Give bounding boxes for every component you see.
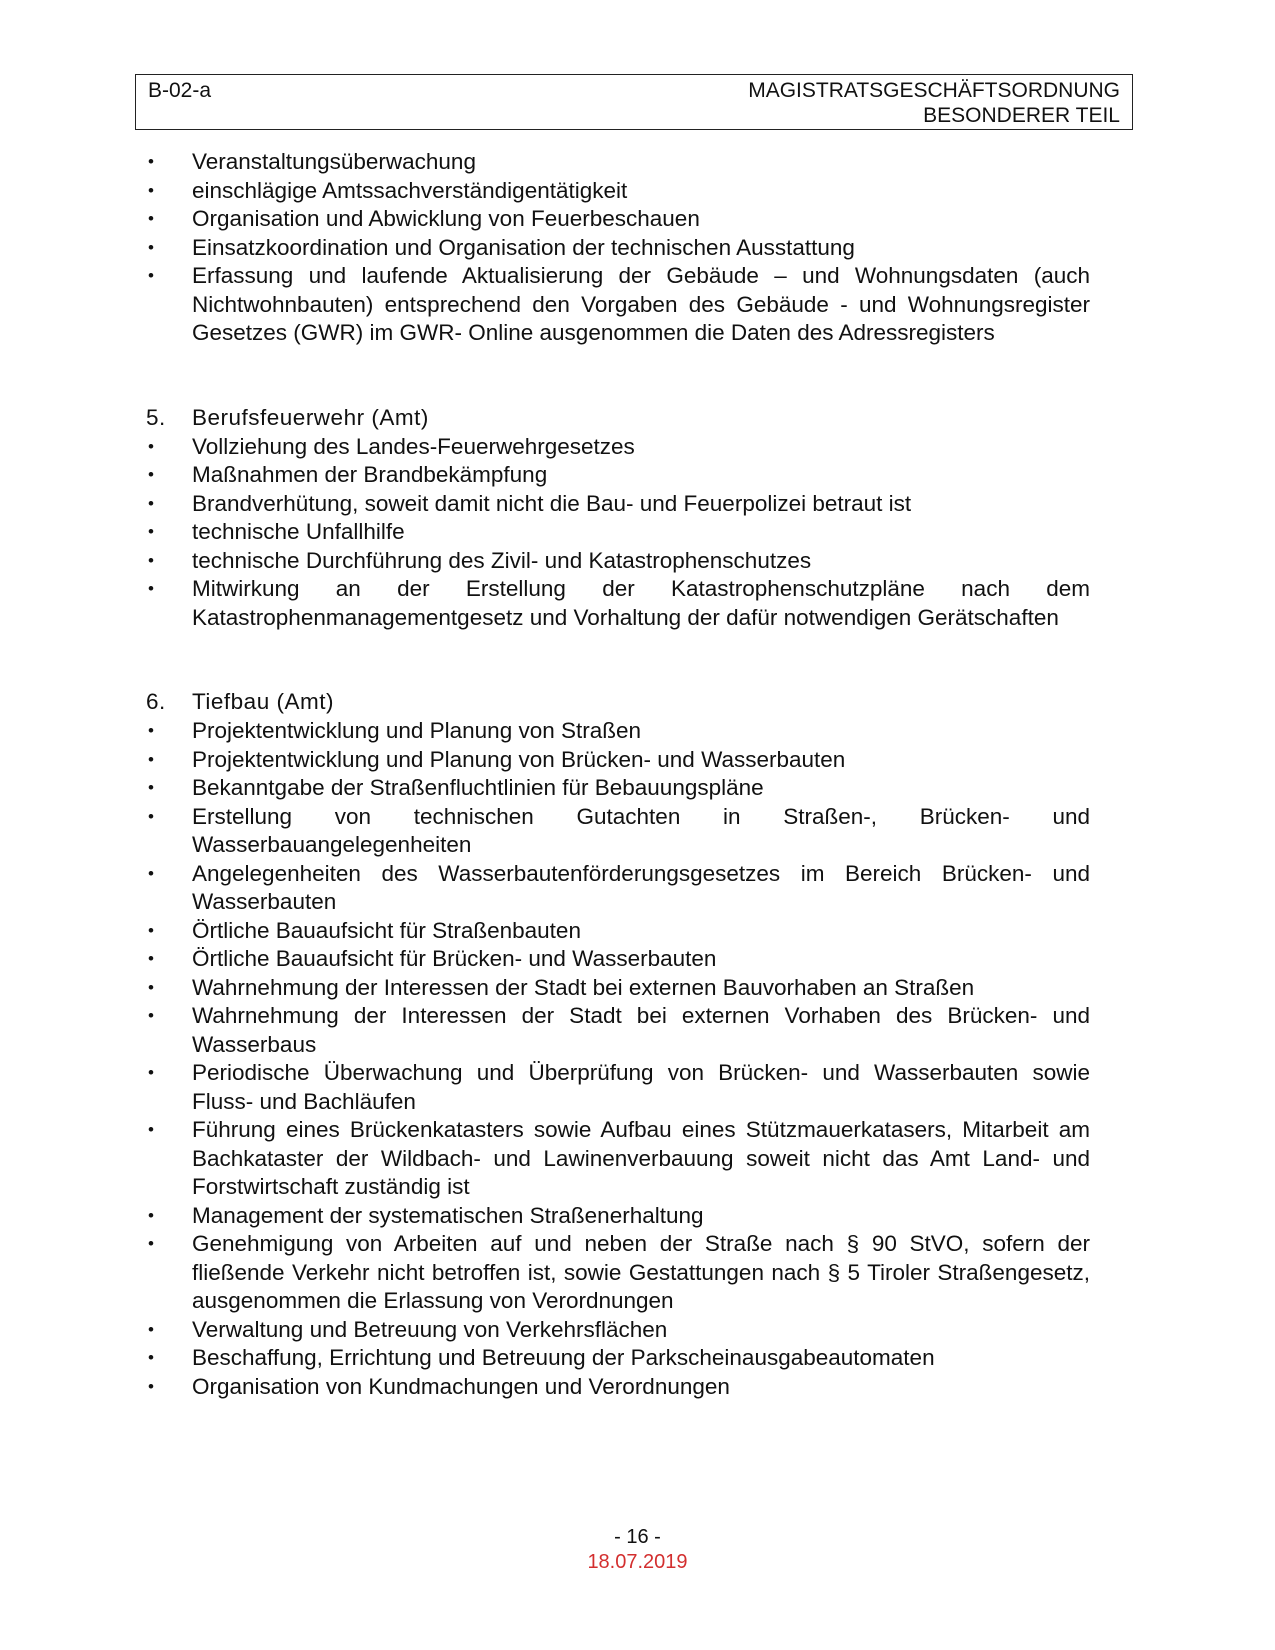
bullet-icon: • xyxy=(148,1006,154,1025)
page-number: - 16 - xyxy=(614,1526,661,1548)
list-item xyxy=(146,547,1090,576)
bullet-icon: • xyxy=(148,977,154,997)
list-item-text: Verwaltung und Betreuung von Verkehrsflächen xyxy=(192,1316,668,1342)
bullet-icon: • xyxy=(148,1120,154,1139)
list-item xyxy=(146,774,1090,803)
section-title: Berufsfeuerwehr (Amt) xyxy=(192,404,429,430)
document-subtitle: BESONDERER TEIL xyxy=(923,104,1120,127)
bullet-icon: • xyxy=(148,721,154,740)
list-item xyxy=(146,262,1090,348)
list-item xyxy=(146,1202,1090,1231)
list-item xyxy=(146,1316,1090,1345)
list-item-text: Angelegenheiten des Wasserbautenförderungsgesetzes im Bereich Brücken- und Wasserbauten xyxy=(192,860,1090,914)
list-item-text: Projektentwicklung und Planung von Brücken- und Wasserbauten xyxy=(192,746,846,772)
section-block xyxy=(146,687,1090,1401)
section-block xyxy=(146,403,1090,633)
list-item xyxy=(146,974,1090,1003)
bullet-icon: • xyxy=(148,152,154,171)
bullet-icon: • xyxy=(148,1205,154,1225)
list-item-text: Örtliche Bauaufsicht für Straßenbauten xyxy=(192,917,581,943)
bullet-icon: • xyxy=(148,1234,154,1253)
list-item xyxy=(146,746,1090,775)
list-item-text: Erfassung und laufende Aktualisierung der Gebäude – und Wohnungsdaten (auch Nichtwohnbauten) entsprechend den Vorgaben des Gebäude - und Wohnungsregister Gesetzes (GWR) im GWR- Online ausgenommen die Daten des Adressregisters xyxy=(192,263,1090,345)
bullet-icon: • xyxy=(148,1319,154,1339)
list-item-text: Veranstaltungsüberwachung xyxy=(192,149,476,174)
list-item-text: Projektentwicklung und Planung von Straßen xyxy=(192,718,642,743)
bullet-icon: • xyxy=(148,579,154,598)
list-item xyxy=(146,1116,1090,1202)
bullet-icon: • xyxy=(148,1376,154,1396)
list-item-text: Periodische Überwachung und Überprüfung von Brücken- und Wasserbauten sowie Fluss- und Bachläufen xyxy=(192,1060,1090,1114)
bullet-icon: • xyxy=(148,237,154,257)
bullet-icon: • xyxy=(148,863,154,883)
list-item xyxy=(146,803,1090,860)
page-content xyxy=(146,148,1090,1401)
bullet-icon: • xyxy=(148,778,154,797)
bullet-icon: • xyxy=(148,436,154,456)
list-item-text: Führung eines Brückenkatasters sowie Aufbau eines Stützmauerkatasers, Mitarbeit am Bachkataster der Wildbach- und Lawinenverbauung soweit nicht das Amt Land- und Forstwirtschaft zuständig ist xyxy=(192,1117,1090,1199)
list-item xyxy=(146,1002,1090,1059)
bullet-icon: • xyxy=(148,209,154,228)
list-item xyxy=(146,917,1090,946)
list-item-text: Brandverhütung, soweit damit nicht die Bau- und Feuerpolizei betraut ist xyxy=(192,490,912,516)
bullet-icon: • xyxy=(148,920,154,940)
section-title: Tiefbau (Amt) xyxy=(192,689,334,714)
bullet-icon: • xyxy=(148,180,154,200)
list-item xyxy=(146,490,1090,519)
bullet-icon: • xyxy=(148,493,154,513)
list-item-text: Wahrnehmung der Interessen der Stadt bei externen Vorhaben des Brücken- und Wasserbaus xyxy=(192,1003,1090,1057)
bullet-icon: • xyxy=(148,806,154,826)
sections xyxy=(146,403,1090,1402)
section-number: 6. xyxy=(146,689,166,714)
list-item-text: Bekanntgabe der Straßenfluchtlinien für Bebauungspläne xyxy=(192,775,764,800)
list-item-text: Vollziehung des Landes-Feuerwehrgesetzes xyxy=(192,433,635,459)
bullet-icon: • xyxy=(148,266,154,285)
list-item xyxy=(146,575,1090,632)
list-item-text: einschlägige Amtssachverständigentätigkeit xyxy=(192,177,628,203)
list-item-text: Organisation von Kundmachungen und Verordnungen xyxy=(192,1373,730,1399)
list-item xyxy=(146,860,1090,917)
intro-list xyxy=(146,148,1090,348)
bullet-icon: • xyxy=(148,749,154,769)
list-item-text: Einsatzkoordination und Organisation der technischen Ausstattung xyxy=(192,234,855,260)
list-item-text: Organisation und Abwicklung von Feuerbeschauen xyxy=(192,206,700,231)
list-item xyxy=(146,1230,1090,1316)
list-item xyxy=(146,205,1090,234)
list-item-text: Maßnahmen der Brandbekämpfung xyxy=(192,462,548,487)
bullet-icon: • xyxy=(148,522,154,541)
list-item-text: Beschaffung, Errichtung und Betreuung der Parkscheinausgabeautomaten xyxy=(192,1345,935,1370)
bullet-icon: • xyxy=(148,465,154,484)
list-item xyxy=(146,177,1090,206)
section-heading xyxy=(146,687,1090,717)
list-item xyxy=(146,148,1090,177)
list-item xyxy=(146,518,1090,547)
list-item xyxy=(146,461,1090,490)
section-heading xyxy=(146,403,1090,433)
document-title: MAGISTRATSGESCHÄFTSORDNUNG xyxy=(748,79,1120,102)
list-item-text: technische Durchführung des Zivil- und Katastrophenschutzes xyxy=(192,547,812,573)
list-item-text: Erstellung von technischen Gutachten in Straßen-, Brücken- und Wasserbauangelegenheiten xyxy=(192,803,1090,857)
list-item xyxy=(146,1373,1090,1402)
list-item xyxy=(146,433,1090,462)
bullet-icon: • xyxy=(148,1063,154,1082)
list-item xyxy=(146,234,1090,263)
list-item-text: Mitwirkung an der Erstellung der Katastrophenschutzpläne nach dem Katastrophenmanagementgesetz und Vorhaltung der dafür notwendigen Gerätschaften xyxy=(192,576,1090,630)
list-item xyxy=(146,945,1090,974)
list-item xyxy=(146,1344,1090,1373)
bullet-icon: • xyxy=(148,949,154,968)
bullet-icon: • xyxy=(148,1348,154,1367)
bullet-icon: • xyxy=(148,550,154,570)
list-item xyxy=(146,1059,1090,1116)
list-item-text: Wahrnehmung der Interessen der Stadt bei externen Bauvorhaben an Straßen xyxy=(192,974,975,1000)
page-header xyxy=(135,74,1133,130)
list-item-text: Örtliche Bauaufsicht für Brücken- und Wasserbauten xyxy=(192,946,717,971)
list-item-text: Management der systematischen Straßenerhaltung xyxy=(192,1202,704,1228)
list-item xyxy=(146,717,1090,746)
document-code: B-02-a xyxy=(148,79,212,102)
list-item-text: technische Unfallhilfe xyxy=(192,519,405,544)
section-number: 5. xyxy=(146,404,166,430)
document-date: 18.07.2019 xyxy=(587,1551,688,1573)
list-item-text: Genehmigung von Arbeiten auf und neben der Straße nach § 90 StVO, sofern der fließende Verkehr nicht betroffen ist, sowie Gestattungen nach § 5 Tiroler Straßengesetz, ausgenommen die Erlassung von Verordnungen xyxy=(192,1231,1090,1313)
